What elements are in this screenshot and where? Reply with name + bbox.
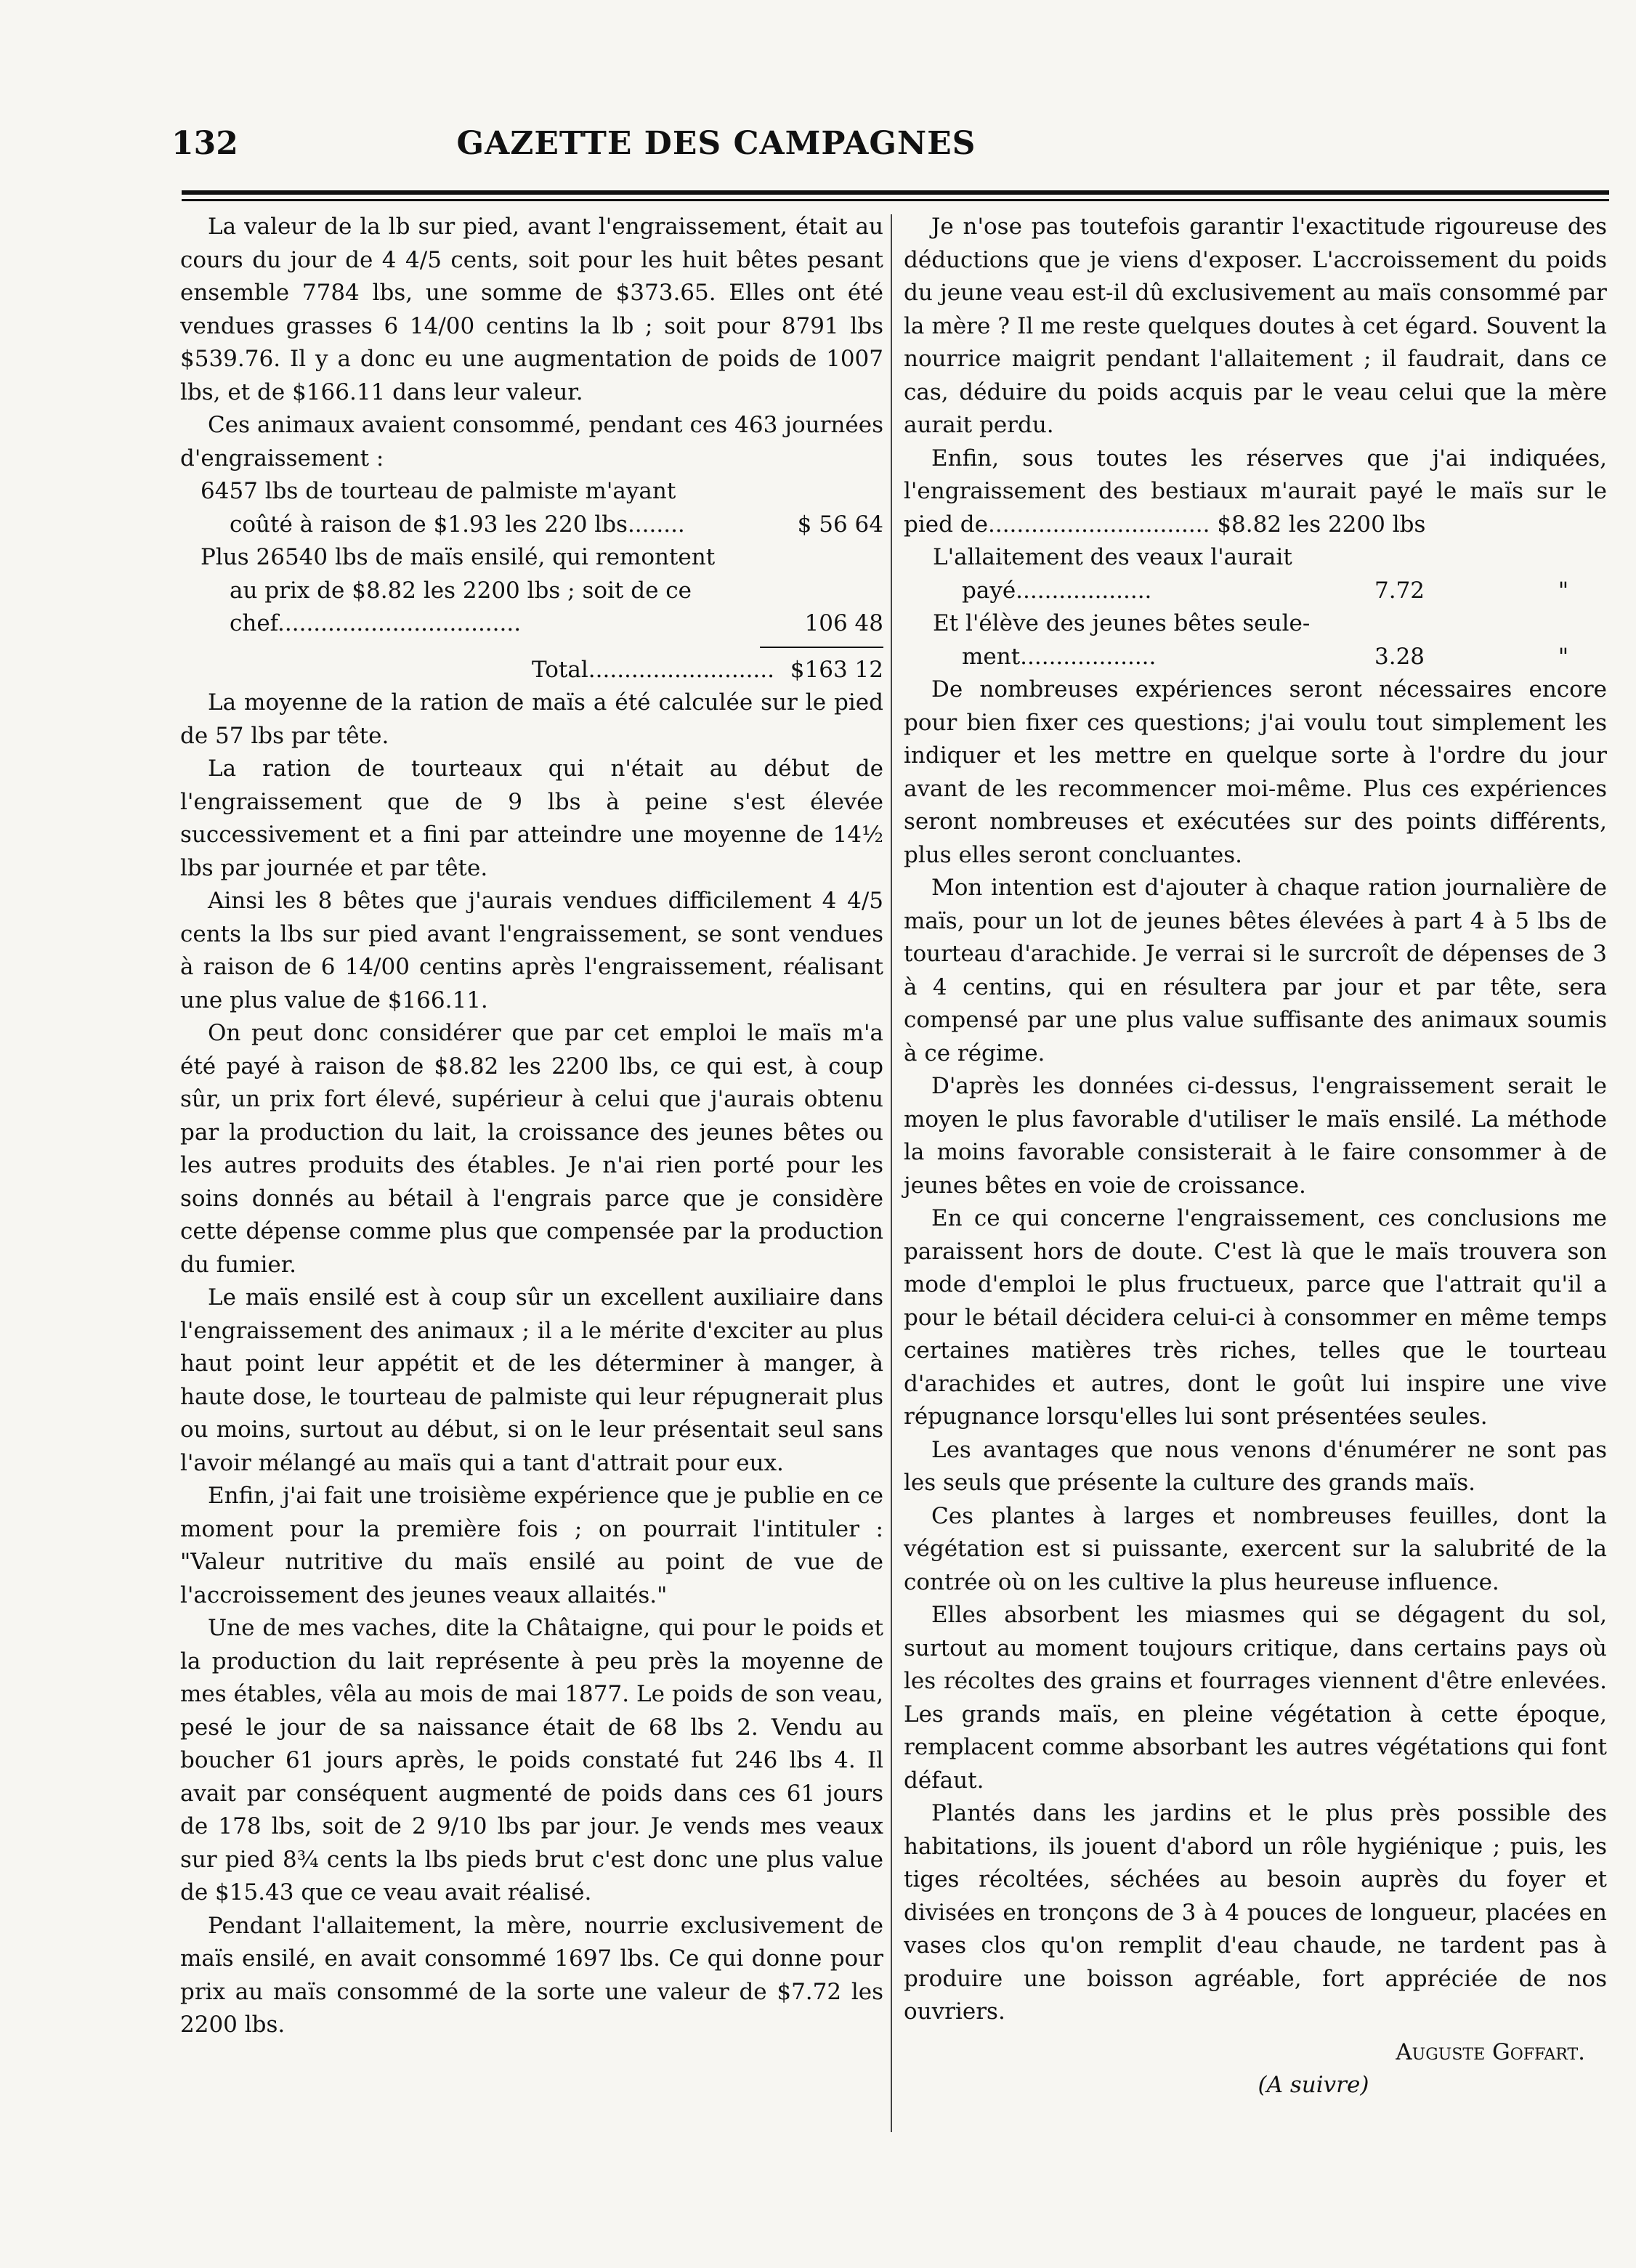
ledger-amount: 106 48	[804, 610, 883, 636]
ledger-line	[933, 575, 1607, 608]
ledger-amount: 3.28	[1374, 643, 1425, 670]
header-rule-thick	[182, 190, 1609, 195]
paragraph: En ce qui concerne l'engraissement, ces conclusions me paraissent hors de doute. C'est là que le maïs trouvera son mode d'emploi le plus fructueux, parce que l'attrait qu'il a pour le bétail décidera celui-ci à consommer en même temps certaines matières très riches, telles que le tourteau d'arachides et autres, dont le goût lui inspire une vive répugnance lorsqu'elles lui sont présentées seules.	[904, 1205, 1607, 1430]
ledger-line: Et l'élève des jeunes bêtes seule-	[933, 610, 1311, 636]
right-column	[904, 211, 1607, 2102]
ledger-line: 6457 lbs de tourteau de palmiste m'ayant	[201, 478, 676, 504]
ledger-line	[201, 509, 883, 542]
value-ledger	[933, 541, 1607, 673]
ledger-line: Plus 26540 lbs de maïs ensilé, qui remontent	[201, 544, 716, 570]
ledger-amount: 7.72	[1374, 577, 1425, 604]
author-signature: Auguste Goffart.	[1396, 2038, 1585, 2065]
paragraph: Plantés dans les jardins et le plus près possible des habitations, ils jouent d'abord un rôle hygiénique ; puis, les tiges récoltées, séchées au besoin auprès du foyer et divisées en tronçons de 3 à 4 pouces de longueur, placées en vases clos qu'on remplit d'eau chaude, ne tardent pas à produire une boisson agréable, fort appréciée de nos ouvriers.	[904, 1800, 1607, 2025]
paragraph: Une de mes vaches, dite la Châtaigne, qui pour le poids et la production du lait représente à peu près la moyenne de mes étables, vêla au mois de mai 1877. Le poids de son veau, pesé le jour de sa naissance était de 68 lbs 2. Vendu au boucher 61 jours après, le poids constaté fut 246 lbs 4. Il avait par conséquent augmenté de poids dans ces 61 jours de 178 lbs, soit de 2 9/10 lbs par jour. Je vends mes veaux sur pied 8¾ cents la lbs pieds brut c'est donc une plus value de $15.43 que ce veau avait réalisé.	[180, 1615, 883, 1905]
paragraph: On peut donc considérer que par cet emploi le maïs m'a été payé à raison de $8.82 les 2200 lbs, ce qui est, à coup sûr, un prix fort élevé, supérieur à celui que j'aurais obtenu par la production du lait, la croissance des jeunes bêtes ou les autres produits des étables. Je n'ai rien porté pour les soins donnés au bétail à l'engrais parce que je considère cette dépense comme plus que compensée par la production du fumier.	[180, 1020, 883, 1278]
paragraph: Je n'ose pas toutefois garantir l'exactitude rigoureuse des déductions que je viens d'exposer. L'accroissement du poids du jeune veau est-il dû exclusivement au maïs consommé par la mère ? Il me reste quelques doutes à cet égard. Souvent la nourrice maigrit pendant l'allaitement ; il faudrait, dans ce cas, déduire du poids acquis par le veau celui que la mère aurait perdu.	[904, 214, 1607, 438]
running-title: GAZETTE DES CAMPAGNES	[456, 125, 976, 162]
ledger-text: chef..................................	[230, 610, 522, 636]
paragraph	[904, 442, 1607, 542]
ledger-text: ment...................	[962, 643, 1157, 670]
paragraph-text: Enfin, sous toutes les réserves que j'ai indiquées, l'engraissement des bestiaux m'aurait payé le maïs sur le pied de...............................	[904, 445, 1607, 538]
page-header	[171, 125, 1610, 169]
cost-ledger	[201, 475, 883, 687]
header-rule-thin	[182, 199, 1609, 201]
column-divider	[891, 214, 892, 2132]
ledger-line: au prix de $8.82 les 2200 lbs ; soit de ce	[230, 577, 692, 604]
ledger-amount: $ 56 64	[797, 511, 883, 538]
paragraph: Ainsi les 8 bêtes que j'aurais vendues difficilement 4 4/5 cents la lbs sur pied avant l'engraissement, se sont vendues à raison de 6 14/00 centins après l'engraissement, réalisant une plus value de $166.11.	[180, 888, 883, 1013]
to-be-continued: (A suivre)	[1258, 2072, 1369, 2098]
paragraph: La moyenne de la ration de maïs a été calculée sur le pied de 57 lbs par tête.	[180, 689, 883, 749]
total-rule	[760, 647, 883, 648]
paragraph: La ration de tourteaux qui n'était au début de l'engraissement que de 9 lbs à peine s'est élevée successivement et a fini par atteindre une moyenne de 14½ lbs par journée et par tête.	[180, 756, 883, 881]
ledger-text: coûté à raison de $1.93 les 220 lbs........	[230, 511, 685, 538]
paragraph: D'après les données ci-dessus, l'engraissement serait le moyen le plus favorable d'utiliser le maïs ensilé. La méthode la moins favorable consisterait à le faire consommer à de jeunes bêtes en voie de croissance.	[904, 1073, 1607, 1199]
ledger-line: L'allaitement des veaux l'aurait	[933, 544, 1292, 570]
paragraph: Les avantages que nous venons d'énumérer ne sont pas les seuls que présente la culture des grands maïs.	[904, 1436, 1607, 1496]
ledger-text: payé...................	[962, 577, 1152, 604]
ditto-mark: "	[1558, 643, 1569, 670]
paragraph: La valeur de la lb sur pied, avant l'engraissement, était au cours du jour de 4 4/5 cents, soit pour les huit bêtes pesant ensemble 7784 lbs, une somme de $373.65. Elles ont été vendues grasses 6 14/00 centins la lb ; soit pour 8791 lbs $539.76. Il y a donc eu une augmentation de poids de 1007 lbs, et de $166.11 dans leur valeur.	[180, 214, 883, 405]
total-amount: $163 12	[790, 656, 883, 683]
paragraph: Elles absorbent les miasmes qui se dégagent du sol, surtout au moment toujours critique, dans certains pays où les récoltes des grains et fourrages viennent d'être enlevées. Les grands maïs, en pleine végétation à cette époque, remplacent comme absorbant les autres végétations qui font défaut.	[904, 1602, 1607, 1794]
paragraph: De nombreuses expériences seront nécessaires encore pour bien fixer ces questions; j'ai voulu tout simplement les indiquer et les mettre en quelque sorte à l'ordre du jour avant de les recommencer moi-même. Plus ces expériences seront nombreuses et exécutées sur des points différents, plus elles seront concluantes.	[904, 676, 1607, 868]
ledger-line	[933, 641, 1607, 674]
paragraph: Pendant l'allaitement, la mère, nourrie exclusivement de maïs ensilé, en avait consommé 1697 lbs. Ce qui donne pour prix au maïs consommé de la sorte une valeur de $7.72 les 2200 lbs.	[180, 1912, 883, 2038]
total-label: Total..........................	[532, 656, 774, 683]
ledger-line	[201, 607, 883, 641]
paragraph: Ces animaux avaient consommé, pendant ces 463 journées d'engraissement :	[180, 412, 883, 471]
paragraph: Mon intention est d'ajouter à chaque ration journalière de maïs, pour un lot de jeunes bêtes élevées à part 4 à 5 lbs de tourteau d'arachide. Je verrai si le surcroît de dépenses de 3 à 4 centins, qui en résultera par jour et par tête, sera compensé par une plus value suffisante des animaux soumis à ce régime.	[904, 875, 1607, 1066]
left-column	[180, 211, 883, 2042]
ledger-amount: $8.82 les 2200 lbs	[1217, 511, 1426, 538]
ledger-total	[201, 654, 883, 687]
ditto-mark: "	[1558, 577, 1569, 604]
paragraph: Ces plantes à larges et nombreuses feuilles, dont la végétation est si puissante, exercent sur la salubrité de la contrée où on les cultive la plus heureuse influence.	[904, 1502, 1607, 1595]
paragraph: Enfin, j'ai fait une troisième expérience que je publie en ce moment pour la première fois ; on pourrait l'intituler : "Valeur nutritive du maïs ensilé au point de vue de l'accroissement des jeunes veaux allaités."	[180, 1483, 883, 1608]
page-number: 132	[171, 125, 238, 162]
paragraph: Le maïs ensilé est à coup sûr un excellent auxiliaire dans l'engraissement des animaux ; il a le mérite d'exciter au plus haut point leur appétit et de les déterminer à manger, à haute dose, le tourteau de palmiste qui leur répugnerait plus ou moins, surtout au début, si on le leur présentait seul sans l'avoir mélangé au maïs qui a tant d'attrait pour eux.	[180, 1284, 883, 1476]
